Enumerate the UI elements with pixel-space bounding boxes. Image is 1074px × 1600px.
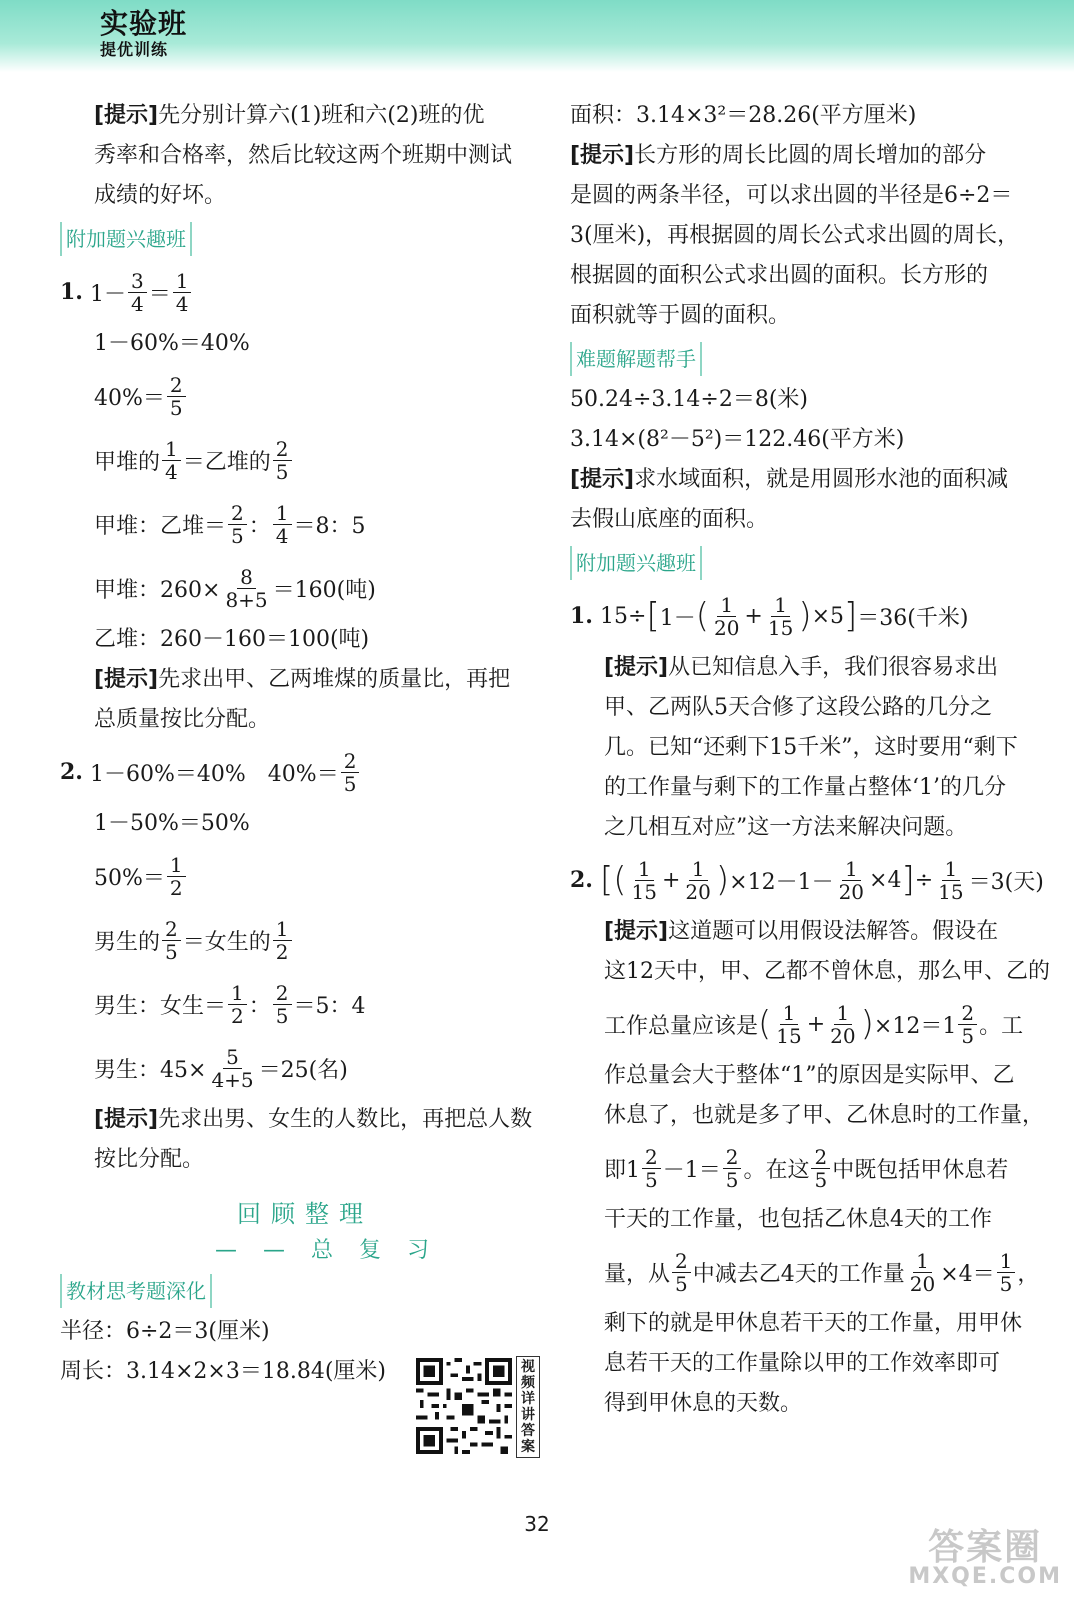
tip-paragraph: [提示]这道题可以用假设法解答。假设在: [604, 919, 999, 944]
text-line: 息若干天的工作量除以甲的工作效率即可: [604, 1351, 1001, 1376]
fraction: $\frac{1}{15}$: [631, 856, 657, 904]
brand-title: 实验班: [100, 7, 188, 40]
question-number: 2.: [570, 867, 593, 893]
fraction: $\frac{1}{15}$: [776, 1000, 802, 1048]
math-line: 甲堆的 $\frac{1}{4}$ ＝乙堆的 $\frac{2}{5}$: [60, 428, 550, 492]
review-subtitle: ——总复习: [214, 1238, 455, 1263]
math-line: 面积：3.14×3²＝28.26(平方厘米): [570, 103, 917, 128]
math-line: 甲堆：260× $\frac{8}{8+5}$ ＝160(吨): [94, 564, 376, 612]
watermark: 答案圈 MXQE.COM: [908, 1527, 1062, 1589]
fraction: $\frac{1}{20}$: [685, 856, 711, 904]
section-heading: 附加题兴趣班: [570, 546, 702, 580]
math-line: 即1 $\frac{2}{5}$ －1＝ $\frac{2}{5}$ 。在这 $\frac{2}{5}$ 中既包括甲休息若: [604, 1144, 1009, 1192]
section-heading: 教材思考题深化: [60, 1274, 212, 1308]
tip-tag: [提示]: [604, 655, 669, 680]
fraction: $\frac{5}{4+5}$: [211, 1044, 254, 1092]
fraction: $\frac{1}{20}$: [838, 856, 865, 904]
math-line: 周长：3.14×2×3＝18.84(厘米): [60, 1359, 386, 1384]
fraction: $\frac{1}{2}$: [273, 918, 292, 963]
text-line: 这12天中，甲、乙都不曾休息，那么甲、乙的: [604, 959, 1050, 984]
text-line: 得到甲休息的天数。: [604, 1391, 803, 1416]
tip-tag: [提示]: [94, 1107, 159, 1132]
math-line: 1－60%＝40%: [94, 331, 250, 356]
fraction: $\frac{2}{5}$: [642, 1146, 661, 1191]
text-line: 面积就等于圆的面积。: [570, 303, 791, 328]
fraction: $\frac{1}{2}$: [167, 854, 186, 899]
tip-tag: [提示]: [604, 919, 669, 944]
fraction: $\frac{2}{5}$: [811, 1146, 830, 1191]
math-line: 男生的 $\frac{2}{5}$ ＝女生的 $\frac{1}{2}$: [60, 908, 550, 972]
fraction: $\frac{1}{2}$: [228, 982, 247, 1027]
fraction: $\frac{2}{5}$: [723, 1146, 742, 1191]
section-heading: 难题解题帮手: [570, 342, 702, 376]
fraction: $\frac{1}{15}$: [767, 592, 794, 640]
math-line: 男生：45× $\frac{5}{4+5}$ ＝25(名): [94, 1044, 348, 1092]
question-number: 1.: [570, 603, 593, 629]
brand-subtitle: 提优训练: [100, 40, 169, 59]
fraction: $\frac{2}{5}$: [958, 1002, 977, 1047]
fraction: $\frac{1}{15}$: [938, 856, 964, 904]
text-line: 按比分配。: [94, 1147, 205, 1172]
math-line: 半径：6÷2＝3(厘米): [60, 1319, 270, 1344]
fraction: $\frac{1}{20}$: [909, 1248, 936, 1296]
tip-paragraph: [提示]长方形的周长比圆的周长增加的部分: [570, 143, 987, 168]
section-heading: 附加题兴趣班: [60, 222, 192, 256]
text-line: 总质量按比分配。: [94, 707, 271, 732]
fraction: $\frac{2}{5}$: [273, 982, 292, 1027]
text-line: 成绩的好坏。: [94, 183, 227, 208]
fraction: $\frac{2}{5}$: [228, 502, 247, 547]
text-line: 干天的工作量，也包括乙休息4天的工作: [604, 1207, 992, 1232]
math-line: 1. 1－ $\frac{3}{4}$ ＝ $\frac{1}{4}$: [60, 260, 550, 324]
fraction: $\frac{1}{4}$: [273, 502, 292, 547]
math-line: 2. 1－60%＝40% 40%＝ $\frac{2}{5}$: [60, 740, 550, 804]
fraction: $\frac{8}{8+5}$: [225, 564, 268, 612]
fraction: $\frac{1}{4}$: [162, 438, 181, 483]
qr-code[interactable]: [416, 1358, 512, 1454]
math-line: 甲堆：乙堆＝ $\frac{2}{5}$ ： $\frac{1}{4}$ ＝8：5: [94, 500, 366, 548]
tip-tag: [提示]: [570, 467, 635, 492]
brand-logo: [100, 7, 188, 59]
fraction: $\frac{2}{5}$: [162, 918, 181, 963]
text-line: 之几相互对应”这一方法来解决问题。: [604, 815, 968, 840]
tip-paragraph: [提示]从已知信息入手，我们很容易求出: [604, 655, 999, 680]
text-line: 作总量会大于整体“1”的原因是实际甲、乙: [604, 1063, 1015, 1088]
fraction: $\frac{2}{5}$: [167, 374, 186, 419]
tip-tag: [提示]: [94, 667, 159, 692]
math-line: 1. 15÷ [ 1－ ( $\frac{1}{20}$ + $\frac{1}{15}$ ) ×5 ] ＝36(千米): [570, 592, 969, 640]
text-line: 3(厘米)，再根据圆的周长公式求出圆的周长，: [570, 223, 1020, 248]
tip-paragraph: [提示]先求出男、女生的人数比，再把总人数: [94, 1107, 533, 1132]
math-line: 1－50%＝50%: [94, 811, 250, 836]
text-line: 的工作量与剩下的工作量占整体‘1’的几分: [604, 775, 1006, 800]
text-line: 秀率和合格率，然后比较这两个班期中测试: [94, 143, 513, 168]
text-line: 根据圆的面积公式求出圆的面积。长方形的: [570, 263, 989, 288]
fraction: $\frac{2}{5}$: [341, 750, 360, 795]
fraction: $\frac{2}{5}$: [273, 438, 292, 483]
math-line: 量，从 $\frac{2}{5}$ 中减去乙4天的工作量 $\frac{1}{20}$ ×4＝ $\frac{1}{5}$ ，: [604, 1248, 1040, 1296]
text-line: 剩下的就是甲休息若干天的工作量，用甲休: [604, 1311, 1023, 1336]
tip-paragraph: [提示]先分别计算六(1)班和六(2)班的优: [94, 103, 485, 128]
tip-paragraph: [提示]求水域面积，就是用圆形水池的面积减: [570, 467, 1009, 492]
math-line: 男生：女生＝ $\frac{1}{2}$ ： $\frac{2}{5}$ ＝5：4: [94, 980, 366, 1028]
text-line: 去假山底座的面积。: [570, 507, 769, 532]
fraction: $\frac{2}{5}$: [672, 1250, 691, 1295]
tip-paragraph: [提示]先求出甲、乙两堆煤的质量比，再把: [94, 667, 511, 692]
fraction: $\frac{1}{20}$: [713, 592, 740, 640]
text-line: 是圆的两条半径，可以求出圆的半径是6÷2＝: [570, 183, 1013, 208]
page-number: 32: [524, 1512, 550, 1536]
fraction: $\frac{1}{20}$: [830, 1000, 856, 1048]
fraction: $\frac{1}{4}$: [173, 270, 192, 315]
math-line: 2. [( $\frac{1}{15}$ + $\frac{1}{20}$ ) ×12－1－ $\frac{1}{20}$ ×4 ] ÷ $\frac{1}{15}$ ＝3(天): [570, 856, 1044, 904]
tip-tag: [提示]: [94, 103, 159, 128]
fraction: $\frac{1}{5}$: [997, 1250, 1016, 1295]
math-line: 乙堆：260－160＝100(吨): [94, 627, 370, 652]
question-number: 2.: [60, 759, 83, 785]
question-number: 1.: [60, 279, 83, 305]
left-column: [60, 96, 550, 1455]
math-line: 3.14×(8²－5²)＝122.46(平方米): [570, 427, 905, 452]
text-line: 休息了，也就是多了甲、乙休息时的工作量，: [604, 1103, 1045, 1128]
tip-tag: [提示]: [570, 143, 635, 168]
math-line: 40%＝ $\frac{2}{5}$: [60, 364, 550, 428]
qr-label: 视频详讲答案: [516, 1356, 540, 1458]
fraction: $\frac{3}{4}$: [128, 270, 147, 315]
text-line: 几。已知“还剩下15千米”，这时要用“剩下: [604, 735, 1018, 760]
right-column: [570, 96, 1052, 1424]
text-line: 甲、乙两队5天合修了这段公路的几分之: [604, 695, 992, 720]
math-line: 50%＝ $\frac{1}{2}$: [60, 844, 550, 908]
math-line: 50.24÷3.14÷2＝8(米): [570, 387, 808, 412]
math-line: 工作总量应该是 ( $\frac{1}{15}$ + $\frac{1}{20}$ ) ×12＝1 $\frac{2}{5}$ 。工: [604, 1000, 1024, 1048]
review-title: 回顾整理: [237, 1200, 373, 1228]
header-banner: [0, 0, 1074, 72]
